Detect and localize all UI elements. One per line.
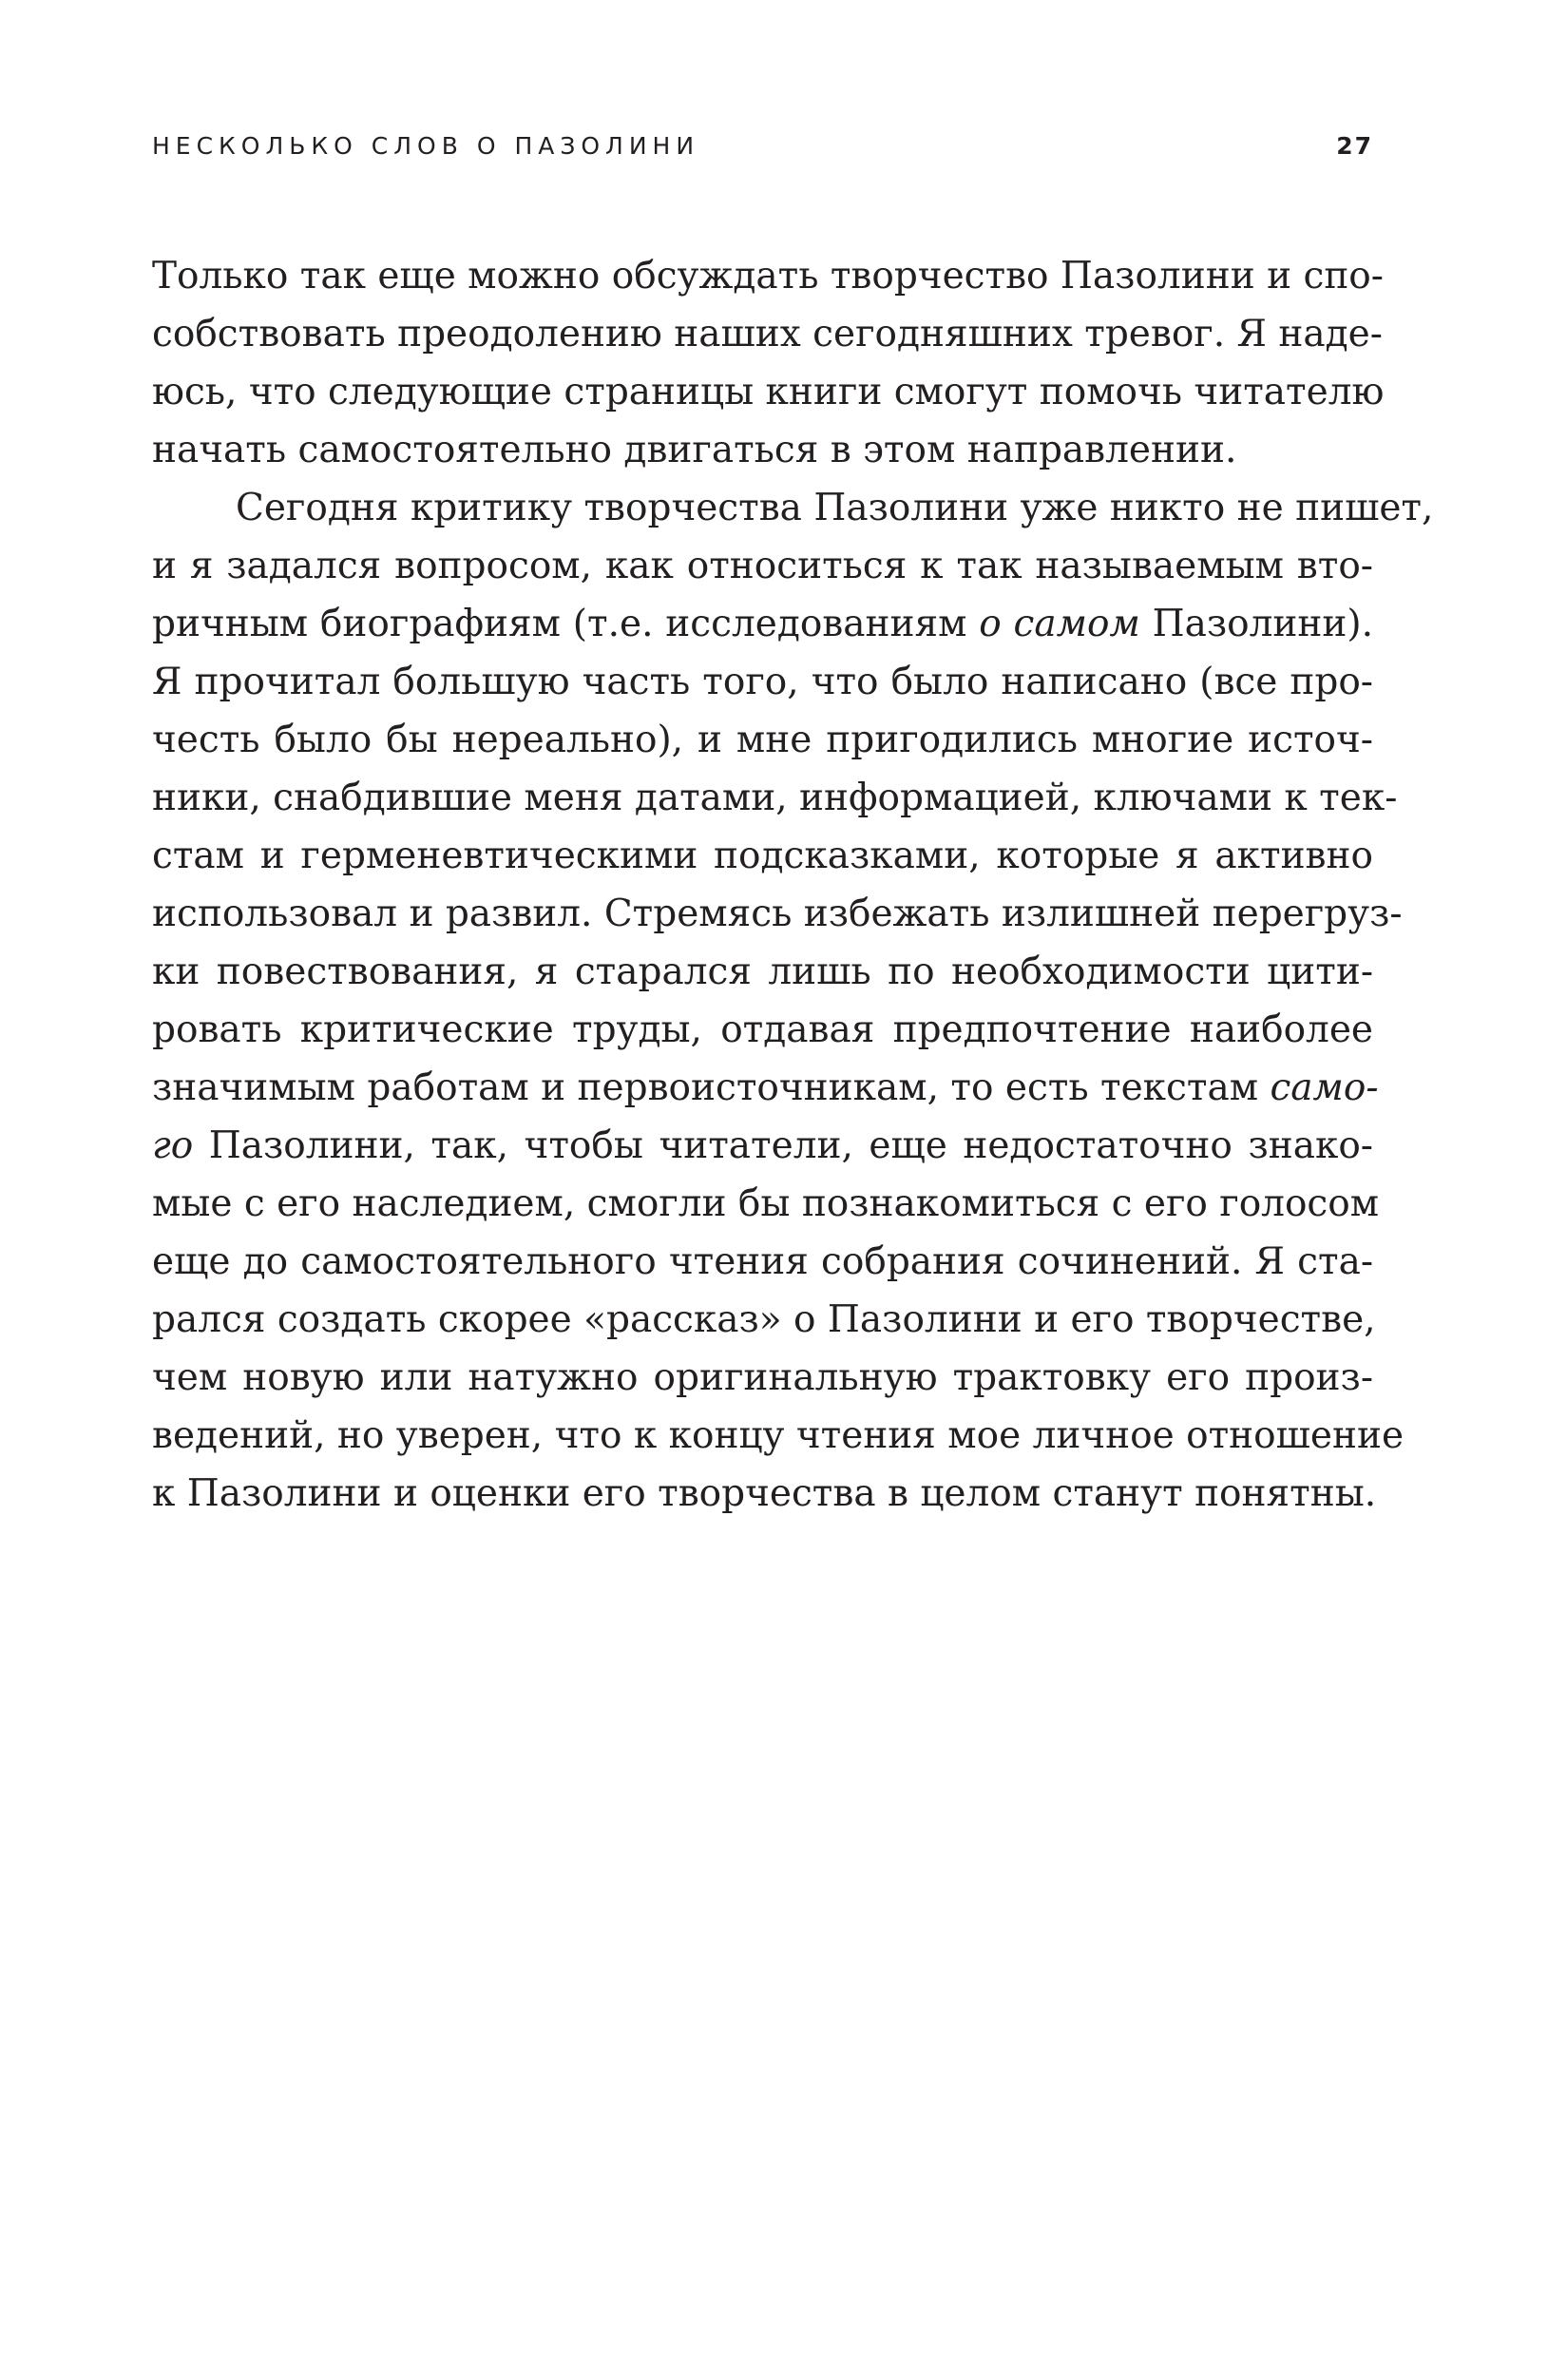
text-line: рался создать скорее «рассказ» о Пазолини и его творчестве, bbox=[152, 1298, 1376, 1341]
italic-run: само- bbox=[1270, 1066, 1379, 1109]
text-line: Сегодня критику творчества Пазолини уже никто не пишет, bbox=[236, 487, 1434, 529]
text-line bbox=[152, 1117, 1373, 1175]
paragraph-1 bbox=[152, 247, 1385, 479]
text-line: ники, снабдившие меня датами, информацией, ключами к тек- bbox=[152, 777, 1398, 819]
text-line: стам и герменевтическими подсказками, которые я активно bbox=[152, 835, 1373, 877]
text-line: ки повествования, я старался лишь по необходимости цити- bbox=[152, 950, 1373, 993]
text-line: честь было бы нереально), и мне пригодились многие источ- bbox=[152, 719, 1373, 761]
text-line: Только так еще можно обсуждать творчество Пазолини и спо- bbox=[152, 255, 1384, 298]
text-line: Я прочитал большую часть того, что было написано (все про- bbox=[152, 661, 1373, 703]
text-line: использовал и развил. Стремясь избежать излишней перегруз- bbox=[152, 892, 1403, 935]
text-line bbox=[152, 1059, 1379, 1117]
body-text bbox=[152, 247, 1434, 1523]
text-run: Пазолини, так, чтобы читатели, еще недостаточно знако- bbox=[193, 1124, 1373, 1167]
text-line: чем новую или натужно оригинальную трактовку его произ- bbox=[152, 1356, 1373, 1399]
text-line: к Пазолини и оценки его творчества в целом станут понятны. bbox=[152, 1472, 1377, 1515]
italic-run: го bbox=[152, 1124, 194, 1167]
text-line: мые с его наследием, смогли бы познакомиться с его голосом bbox=[152, 1182, 1380, 1225]
text-line: еще до самостоятельного чтения собрания сочинений. Я ста- bbox=[152, 1240, 1373, 1283]
text-line: ведений, но уверен, что к концу чтения мое личное отношение bbox=[152, 1414, 1405, 1457]
text-line bbox=[152, 595, 1373, 653]
text-run: ричным биографиям (т.е. исследованиям bbox=[152, 603, 980, 645]
paragraph-2 bbox=[152, 479, 1434, 1523]
text-run: значимым работам и первоисточникам, то есть текстам bbox=[152, 1066, 1271, 1109]
text-line: юсь, что следующие страницы книги смогут помочь читателю bbox=[152, 371, 1385, 413]
text-line: ровать критические труды, отдавая предпочтение наиболее bbox=[152, 1008, 1373, 1051]
running-head bbox=[152, 129, 1373, 163]
text-line: начать самостоятельно двигаться в этом направлении. bbox=[152, 429, 1237, 471]
running-title: НЕСКОЛЬКО СЛОВ О ПАЗОЛИНИ bbox=[152, 132, 700, 160]
text-run: Пазолини). bbox=[1139, 603, 1374, 645]
text-line: собствовать преодолению наших сегодняшних тревог. Я наде- bbox=[152, 313, 1383, 355]
text-line: и я задался вопросом, как относиться к так называемым вто- bbox=[152, 545, 1373, 587]
italic-run: о самом bbox=[979, 603, 1140, 645]
page-number: 27 bbox=[1336, 132, 1373, 160]
